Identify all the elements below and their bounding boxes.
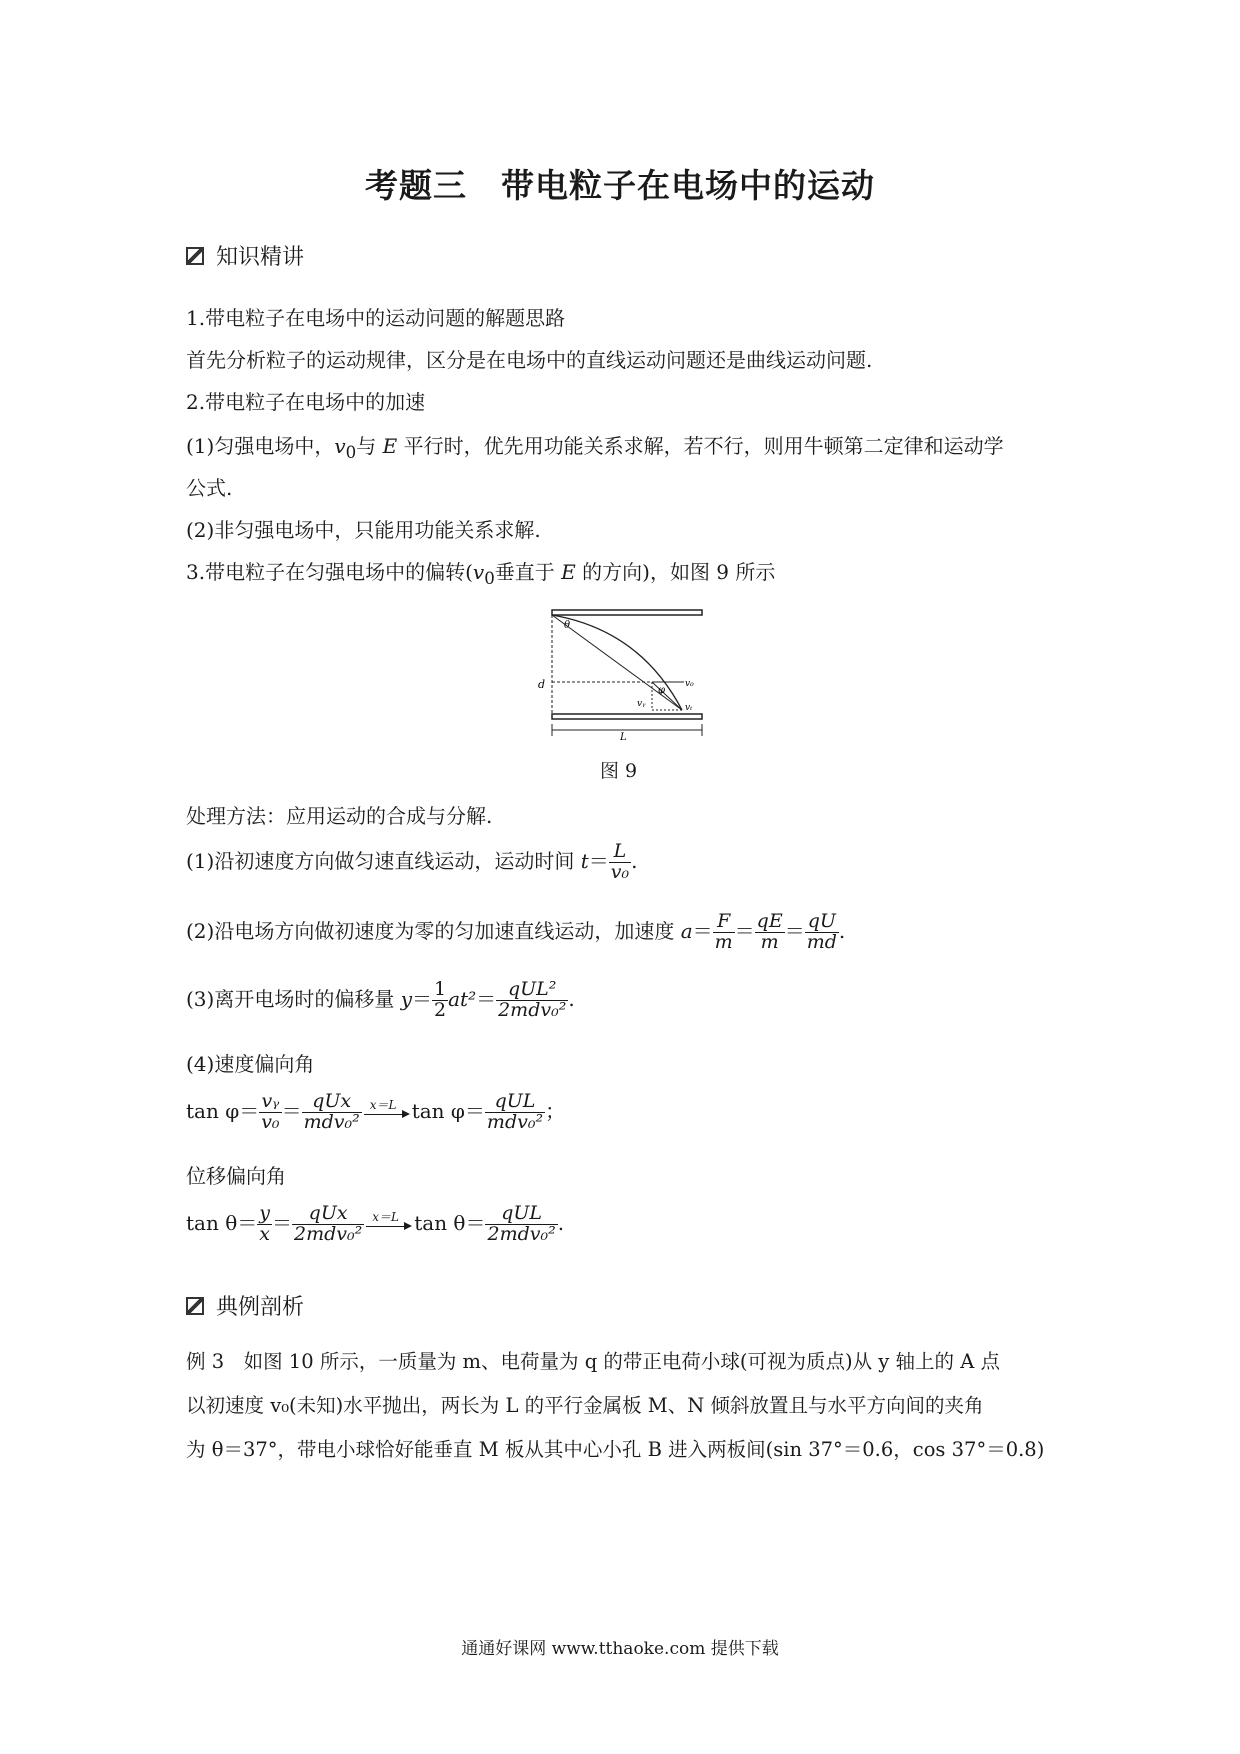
section-marker-icon xyxy=(186,247,204,265)
upper-plate xyxy=(552,610,702,615)
formula-velocity-angle: tan φ＝ $\frac{\text{vᵧ}}{\text{v₀}}$ ＝ $\frac{\text{qUx}}{\text{mdv₀²}}$ x＝L tan φ＝ $\frac{\text{qUL}}{\text{mdv₀²}}$ ； xyxy=(186,1090,566,1133)
deflection-diagram xyxy=(530,600,710,740)
paragraph-2a-cont: 公式. xyxy=(186,476,233,500)
svg-text:φ: φ xyxy=(658,685,666,696)
page-title: 考题三 带电粒子在电场中的运动 xyxy=(365,166,875,205)
section-header-examples xyxy=(186,1290,304,1321)
formula-displacement-angle: tan θ＝ $\frac{y}{x}$ ＝ $\frac{\text{qUx}}{\text{2mdv₀²}}$ x＝L tan θ＝ $\frac{\text{qUL}}{\text{2mdv₀²}}$ . xyxy=(186,1202,565,1245)
method-1: (1)沿初速度方向做匀速直线运动，运动时间 t＝ $\frac{L}{\text{v₀}}$ . xyxy=(186,840,638,883)
arrow-icon: x＝L xyxy=(366,1216,412,1232)
heading-1: 1.带电粒子在电场中的运动问题的解题思路 xyxy=(186,306,566,330)
footer-text: 通通好课网 www.tthaoke.com 提供下载 xyxy=(461,1639,779,1659)
method-3: (3)离开电场时的偏移量 y＝ $\frac{1}{2}$ at²＝ $\frac{\text{qUL²}}{\text{2mdv₀²}}$ . xyxy=(186,978,575,1021)
paragraph-2b: (2)非匀强电场中，只能用功能关系求解. xyxy=(186,518,541,542)
method-2: (2)沿电场方向做初速度为零的匀加速直线运动，加速度 a＝ $\frac{F}{m}$ ＝ $\frac{qE}{m}$ ＝ $\frac{qU}{md}$ . xyxy=(186,910,846,953)
paragraph-1: 首先分析粒子的运动规律，区分是在电场中的直线运动问题还是曲线运动问题. xyxy=(186,348,873,372)
example-line-1: 例 3 如图 10 所示，一质量为 m、电荷量为 q 的带正电荷小球(可视为质点)从 y 轴上的 A 点 xyxy=(186,1350,1000,1373)
example-line-2: 以初速度 v₀(未知)水平抛出，两长为 L 的平行金属板 M、N 倾斜放置且与水平方向间的夹角 xyxy=(186,1394,984,1417)
method-text: 处理方法：应用运动的合成与分解. xyxy=(186,804,493,828)
svg-text:L: L xyxy=(620,732,627,740)
heading-3: 3.带电粒子在匀强电场中的偏转($v_0$垂直于 E 的方向)，如图 9 所示 xyxy=(186,560,776,588)
method-5: 位移偏向角 xyxy=(186,1164,286,1188)
section-marker-icon xyxy=(186,1297,204,1315)
svg-text:θ: θ xyxy=(564,620,571,631)
section-header-knowledge xyxy=(186,240,304,271)
method-4: (4)速度偏向角 xyxy=(186,1052,315,1076)
svg-text:vₜ: vₜ xyxy=(685,703,693,713)
arrow-icon: x＝L xyxy=(364,1104,410,1120)
svg-text:vᵧ: vᵧ xyxy=(637,699,646,709)
section-label: 知识精讲 xyxy=(216,245,305,270)
svg-text:v₀: v₀ xyxy=(685,679,694,689)
example-line-3: 为 θ＝37°，带电小球恰好能垂直 M 板从其中心小孔 B 进入两板间(sin 37°＝0.6，cos 37°＝0.8) xyxy=(186,1438,1045,1461)
figure-caption: 图 9 xyxy=(600,760,638,782)
svg-text:d: d xyxy=(538,678,546,691)
lower-plate xyxy=(552,714,702,719)
section-label: 典例剖析 xyxy=(216,1295,305,1320)
heading-2: 2.带电粒子在电场中的加速 xyxy=(186,390,426,414)
paragraph-2a: (1)匀强电场中，$v_0$与 E 平行时，优先用功能关系求解，若不行，则用牛顿第二定律和运动学 xyxy=(186,434,1004,462)
